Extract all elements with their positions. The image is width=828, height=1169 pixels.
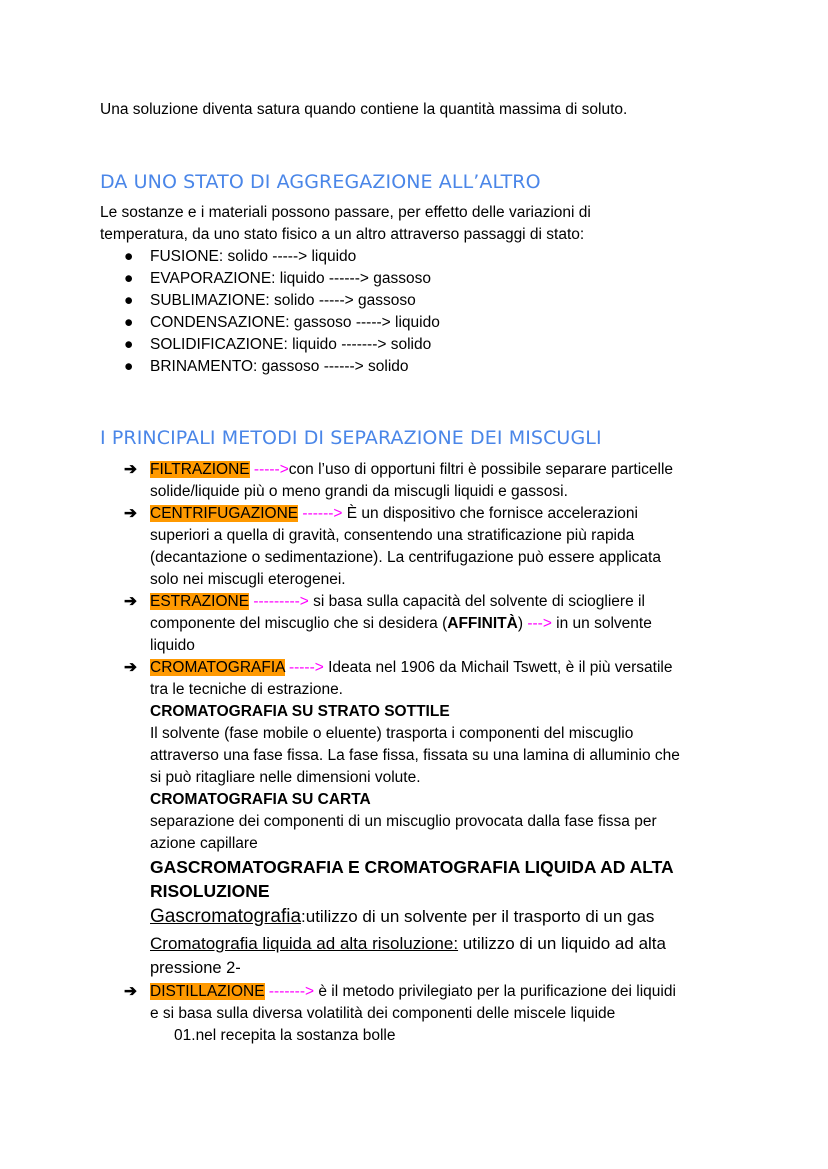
estrazione-line1 <box>150 591 645 613</box>
term-centrifugazione: CENTRIFUGAZIONE <box>150 505 299 522</box>
cromatografia-line2: tra le tecniche di estrazione. <box>150 681 343 698</box>
term-cromatografia: CROMATOGRAFIA <box>150 659 285 676</box>
distillazione-line2: e si basa sulla diversa volatilità dei componenti delle miscele liquide <box>150 1005 616 1022</box>
pink-arrow: ---> <box>523 615 552 632</box>
centrifugazione-text1: È un dispositivo che fornisce accelerazioni <box>342 505 638 522</box>
step-number: 01. <box>174 1027 196 1044</box>
bullet-icon: ● <box>124 336 134 353</box>
centrifugazione-line1 <box>150 503 638 525</box>
centrifugazione-line2: superiori a quella di gravità, consentendo una stratificazione più rapida <box>150 527 635 544</box>
estrazione-text2c: in un solvente <box>551 615 652 632</box>
carta-line1: separazione dei componenti di un miscuglio provocata dalla fase fissa per <box>150 813 657 830</box>
gascromatografia-text: :utilizzo di un solvente per il trasporto di un gas <box>301 907 655 926</box>
centrifugazione-line4: solo nei miscugli eterogenei. <box>150 571 346 588</box>
filtrazione-line2: solide/liquide più o meno grandi da miscugli liquidi e gassosi. <box>150 483 568 500</box>
section1-paragraph-line1: Le sostanze e i materiali possono passare, per effetto delle variazioni di <box>100 204 591 221</box>
estrazione-line3: liquido <box>150 637 195 654</box>
pink-arrow: -----> <box>284 659 324 676</box>
pink-arrow: ---------> <box>249 593 309 610</box>
term-distillazione: DISTILLAZIONE <box>150 983 265 1000</box>
carta-line2: azione capillare <box>150 835 258 852</box>
step-text: nel recepita la sostanza bolle <box>195 1027 396 1044</box>
list-item-sublimazione: SUBLIMAZIONE: solido -----> gassoso <box>150 292 416 309</box>
gascromatografia-line <box>150 904 654 931</box>
subheading-gascromatografia: GASCROMATOGRAFIA E CROMATOGRAFIA LIQUIDA AD ALTA <box>150 857 674 877</box>
term-affinita: AFFINITÀ <box>447 615 518 632</box>
section-heading-separazione: I PRINCIPALI METODI DI SEPARAZIONE DEI MISCUGLI <box>100 427 602 449</box>
estrazione-text2b: ) <box>517 615 524 632</box>
bullet-icon: ● <box>124 270 134 287</box>
list-item-brinamento: BRINAMENTO: gassoso ------> solido <box>150 358 409 375</box>
distillazione-line1 <box>150 981 676 1003</box>
estrazione-line2 <box>150 613 652 635</box>
list-item-condensazione: CONDENSAZIONE: gassoso -----> liquido <box>150 314 440 331</box>
pink-arrow: -----> <box>249 461 289 478</box>
subheading-strato-sottile: CROMATOGRAFIA SU STRATO SOTTILE <box>150 703 450 720</box>
centrifugazione-line3: (decantazione o sedimentazione). La centrifugazione può essere applicata <box>150 549 661 566</box>
arrow-bullet-icon: ➔ <box>124 659 137 676</box>
term-hplc: Cromatografia liquida ad alta risoluzione: <box>150 934 459 953</box>
estrazione-text1: si basa sulla capacità del solvente di sciogliere il <box>308 593 645 610</box>
arrow-bullet-icon: ➔ <box>124 461 137 478</box>
distillazione-text1: è il metodo privilegiato per la purificazione dei liquidi <box>314 983 676 1000</box>
subheading-carta: CROMATOGRAFIA SU CARTA <box>150 791 371 808</box>
bullet-icon: ● <box>124 248 134 265</box>
term-gascromatografia: Gascromatografia <box>150 906 302 927</box>
pink-arrow: ------> <box>298 505 343 522</box>
term-filtrazione: FILTRAZIONE <box>150 461 250 478</box>
filtrazione-line1 <box>150 459 673 481</box>
list-item-solidificazione: SOLIDIFICAZIONE: liquido -------> solido <box>150 336 432 353</box>
subheading-risoluzione: RISOLUZIONE <box>150 881 270 901</box>
pink-arrow: -------> <box>264 983 315 1000</box>
list-item-fusione: FUSIONE: solido -----> liquido <box>150 248 357 265</box>
strato-sottile-line3: si può ritagliare nelle dimensioni volute. <box>150 769 421 786</box>
bullet-icon: ● <box>124 358 134 375</box>
arrow-bullet-icon: ➔ <box>124 983 137 1000</box>
arrow-bullet-icon: ➔ <box>124 505 137 522</box>
hplc-text: utilizzo di un liquido ad alta <box>458 934 666 953</box>
intro-text: Una soluzione diventa satura quando contiene la quantità massima di soluto. <box>100 101 628 118</box>
distillazione-step-1 <box>174 1025 395 1047</box>
cromatografia-line1 <box>150 657 672 679</box>
term-estrazione: ESTRAZIONE <box>150 593 250 610</box>
bullet-icon: ● <box>124 292 134 309</box>
list-item-evaporazione: EVAPORAZIONE: liquido ------> gassoso <box>150 270 431 287</box>
section1-paragraph-line2: temperatura, da uno stato fisico a un altro attraverso passaggi di stato: <box>100 226 585 243</box>
hplc-line1 <box>150 931 666 957</box>
bullet-icon: ● <box>124 314 134 331</box>
arrow-bullet-icon: ➔ <box>124 593 137 610</box>
hplc-line2: pressione 2- <box>150 959 241 977</box>
cromatografia-text1: Ideata nel 1906 da Michail Tswett, è il più versatile <box>323 659 673 676</box>
estrazione-text2a: componente del miscuglio che si desidera ( <box>150 615 448 632</box>
strato-sottile-line1: Il solvente (fase mobile o eluente) trasporta i componenti del miscuglio <box>150 725 634 742</box>
section-heading-aggregazione: DA UNO STATO DI AGGREGAZIONE ALL’ALTRO <box>100 171 541 193</box>
strato-sottile-line2: attraverso una fase fissa. La fase fissa, fissata su una lamina di alluminio che <box>150 747 680 764</box>
filtrazione-text1: con l’uso di opportuni filtri è possibile separare particelle <box>288 461 674 478</box>
